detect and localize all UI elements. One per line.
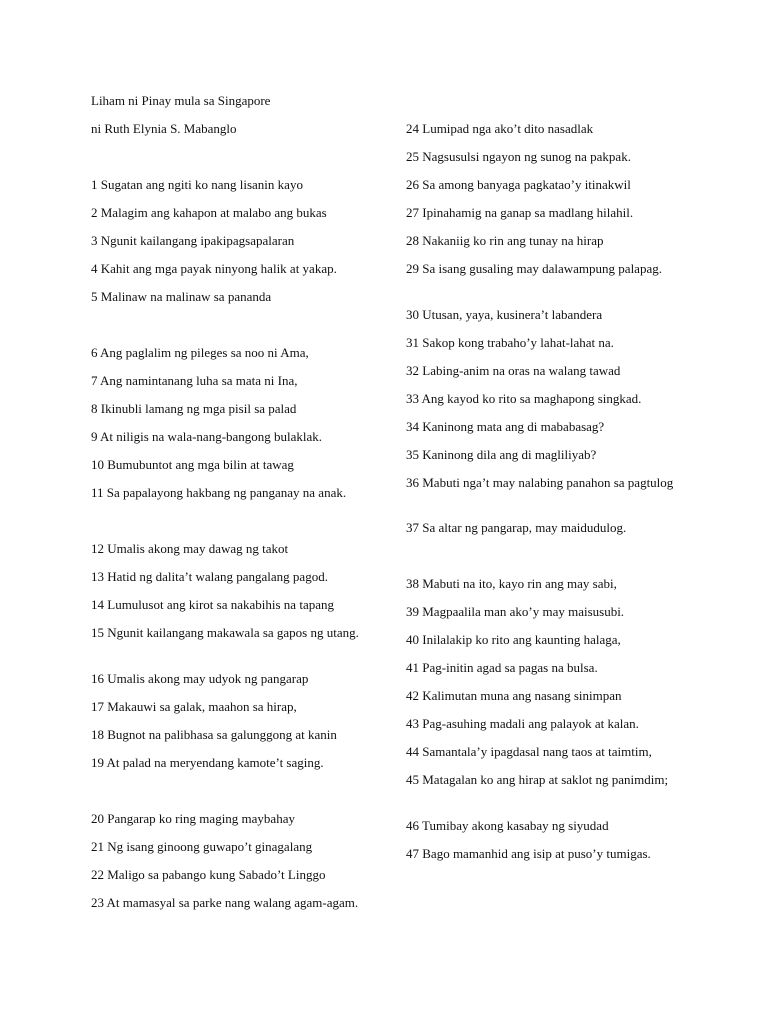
poem-line-28: 28 Nakaniig ko rin ang tunay na hirap [406, 233, 604, 248]
poem-line-32: 32 Labing-anim na oras na walang tawad [406, 363, 621, 378]
poem-line-9: 9 At niligis na wala-nang-bangong bulaklak. [91, 429, 323, 444]
poem-line-21: 21 Ng isang ginoong guwapo’t ginagalang [91, 839, 313, 854]
poem-line-30: 30 Utusan, yaya, kusinera’t labandera [406, 307, 603, 322]
poem-line-4: 4 Kahit ang mga payak ninyong halik at yakap. [91, 261, 337, 276]
poem-line-16: 16 Umalis akong may udyok ng pangarap [91, 671, 309, 686]
poem-line-44: 44 Samantala’y ipagdasal nang taos at taimtim, [406, 744, 652, 759]
poem-line-8: 8 Ikinubli lamang ng mga pisil sa palad [91, 401, 297, 416]
poem-line-36: 36 Mabuti nga’t may nalabing panahon sa pagtulog [406, 475, 674, 490]
poem-line-41: 41 Pag-initin agad sa pagas na bulsa. [406, 660, 598, 675]
poem-author: ni Ruth Elynia S. Mabanglo [91, 121, 237, 136]
poem-line-17: 17 Makauwi sa galak, maahon sa hirap, [91, 699, 297, 714]
poem-line-31: 31 Sakop kong trabaho’y lahat-lahat na. [406, 335, 614, 350]
poem-line-5: 5 Malinaw na malinaw sa pananda [91, 289, 272, 304]
poem-line-40: 40 Inilalakip ko rito ang kaunting halaga, [406, 632, 621, 647]
poem-line-39: 39 Magpaalila man ako’y may maisusubi. [406, 604, 625, 619]
poem-line-3: 3 Ngunit kailangang ipakipagsapalaran [91, 233, 295, 248]
poem-line-24: 24 Lumipad nga ako’t dito nasadlak [406, 121, 594, 136]
poem-line-46: 46 Tumibay akong kasabay ng siyudad [406, 818, 609, 833]
poem-line-43: 43 Pag-asuhing madali ang palayok at kalan. [406, 716, 639, 731]
poem-line-13: 13 Hatid ng dalita’t walang pangalang pagod. [91, 569, 328, 584]
poem-line-33: 33 Ang kayod ko rito sa maghapong singkad. [406, 391, 642, 406]
poem-line-1: 1 Sugatan ang ngiti ko nang lisanin kayo [91, 177, 303, 192]
poem-line-19: 19 At palad na meryendang kamote’t saging. [91, 755, 324, 770]
poem-line-12: 12 Umalis akong may dawag ng takot [91, 541, 289, 556]
poem-line-22: 22 Maligo sa pabango kung Sabado’t Linggo [91, 867, 326, 882]
poem-line-29: 29 Sa isang gusaling may dalawampung palapag. [406, 261, 662, 276]
poem-line-26: 26 Sa among banyaga pagkatao’y itinakwil [406, 177, 631, 192]
poem-line-11: 11 Sa papalayong hakbang ng panganay na anak. [91, 485, 347, 500]
poem-line-34: 34 Kaninong mata ang di mababasag? [406, 419, 605, 434]
poem-line-2: 2 Malagim ang kahapon at malabo ang bukas [91, 205, 327, 220]
poem-line-18: 18 Bugnot na palibhasa sa galunggong at kanin [91, 727, 337, 742]
poem-line-25: 25 Nagsusulsi ngayon ng sunog na pakpak. [406, 149, 631, 164]
poem-line-7: 7 Ang namintanang luha sa mata ni Ina, [91, 373, 298, 388]
poem-line-27: 27 Ipinahamig na ganap sa madlang hilahil. [406, 205, 634, 220]
poem-line-10: 10 Bumubuntot ang mga bilin at tawag [91, 457, 294, 472]
poem-line-42: 42 Kalimutan muna ang nasang sinimpan [406, 688, 622, 703]
poem-line-23: 23 At mamasyal sa parke nang walang agam-agam. [91, 895, 359, 910]
poem-line-15: 15 Ngunit kailangang makawala sa gapos ng utang. [91, 625, 359, 640]
poem-line-14: 14 Lumulusot ang kirot sa nakabihis na tapang [91, 597, 334, 612]
poem-line-35: 35 Kaninong dila ang di magliliyab? [406, 447, 597, 462]
poem-line-38: 38 Mabuti na ito, kayo rin ang may sabi, [406, 576, 617, 591]
poem-title: Liham ni Pinay mula sa Singapore [91, 93, 271, 108]
poem-line-45: 45 Matagalan ko ang hirap at saklot ng panimdim; [406, 772, 669, 787]
poem-line-20: 20 Pangarap ko ring maging maybahay [91, 811, 295, 826]
poem-line-47: 47 Bago mamanhid ang isip at puso’y tumigas. [406, 846, 651, 861]
poem-line-6: 6 Ang paglalim ng pileges sa noo ni Ama, [91, 345, 309, 360]
poem-line-37: 37 Sa altar ng pangarap, may maidudulog. [406, 520, 627, 535]
